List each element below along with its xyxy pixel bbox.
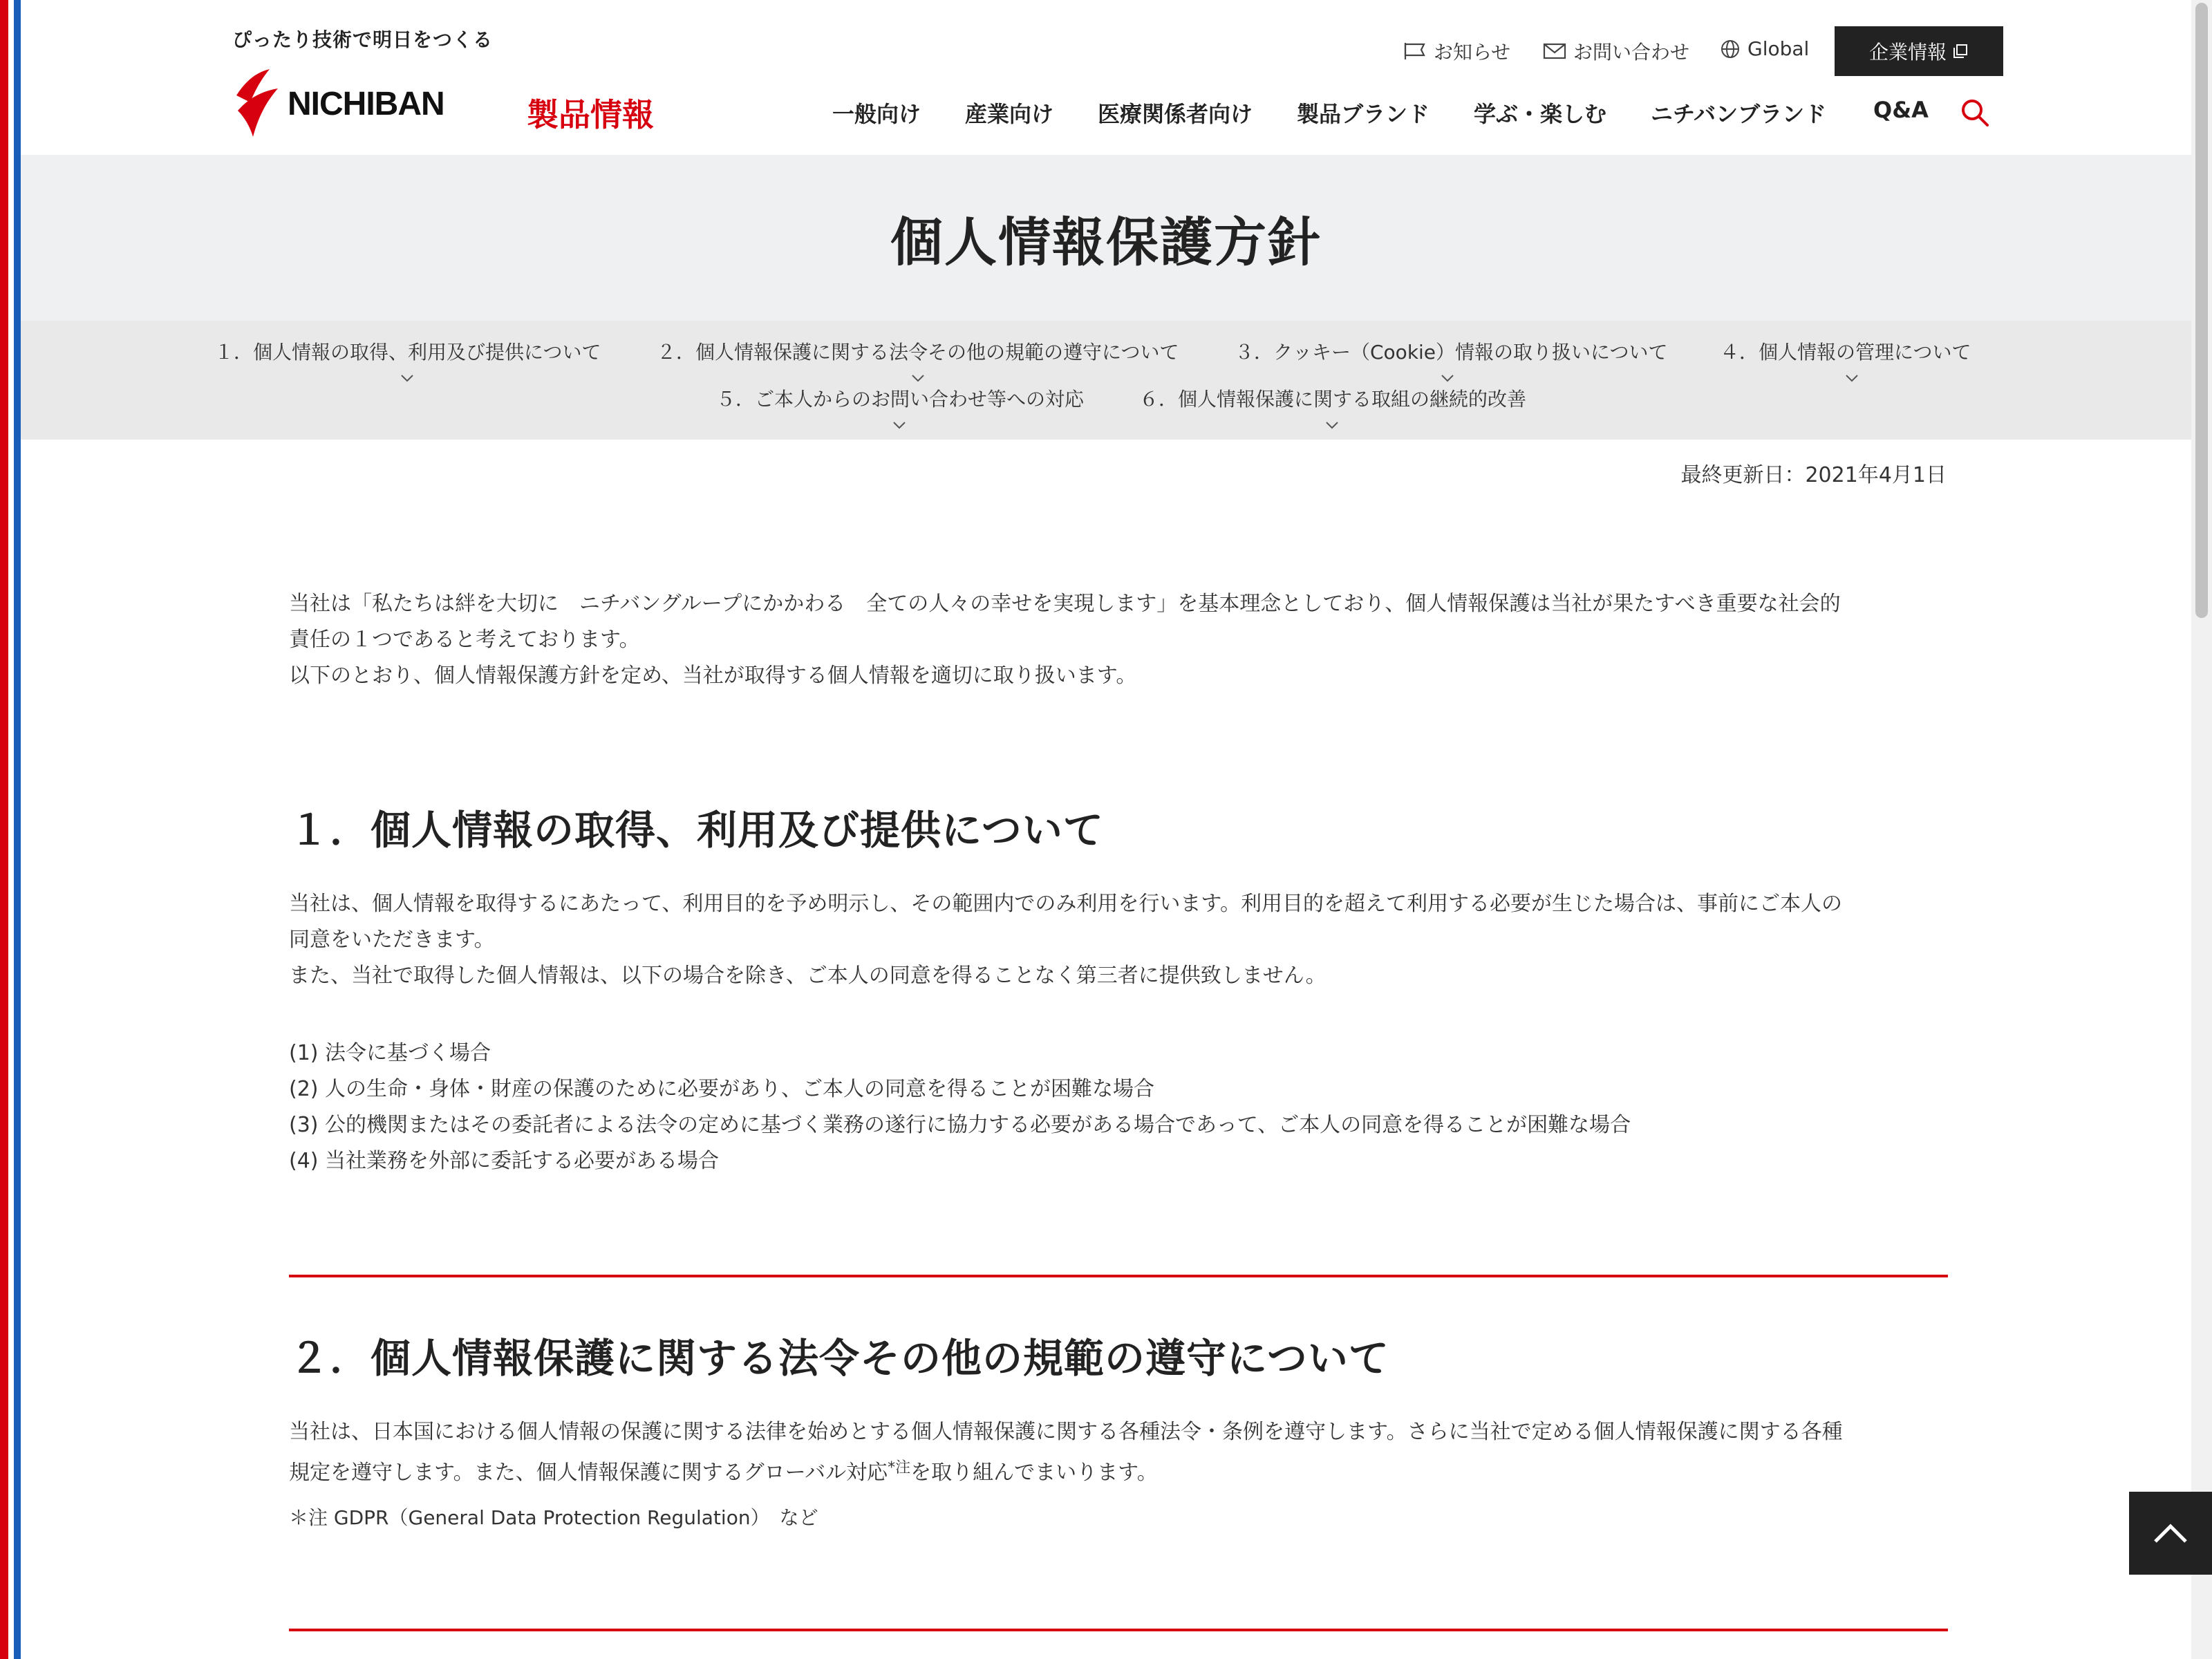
contact-label: お問い合わせ: [1573, 41, 1690, 64]
section-1-line: 同意をいただきます。: [289, 928, 495, 952]
nav-qa[interactable]: Q&A: [1873, 97, 1929, 123]
chevron-down-icon: [400, 371, 415, 386]
logo-text: NICHIBAN: [288, 85, 444, 122]
anchor-link-6[interactable]: [1139, 384, 1526, 412]
anchor-label: １．個人情報の取得、利用及び提供について: [214, 341, 601, 364]
news-link[interactable]: [1403, 37, 1510, 65]
list-item: (4) 当社業務を外部に委託する必要がある場合: [289, 1149, 720, 1173]
chevron-down-icon: [892, 418, 907, 433]
anchor-link-5[interactable]: [716, 384, 1084, 412]
list-item: (1) 法令に基づく場合: [289, 1041, 491, 1065]
intro-line: 当社は「私たちは絆を大切に ニチバングループにかかわる 全ての人々の幸せを実現します」を基本理念としており、個人情報保護は当社が果たすべき重要な社会的: [289, 592, 1841, 616]
section-2-text: を取り組んでまいります。: [910, 1461, 1158, 1485]
list-item: (2) 人の生命・身体・財産の保護のために必要があり、ご本人の同意を得ることが困難な場合: [289, 1077, 1155, 1101]
anchor-link-3[interactable]: [1235, 337, 1667, 365]
section-1-line: また、当社で取得した個人情報は、以下の場合を除き、ご本人の同意を得ることなく第三者に提供致しません。: [289, 964, 1327, 988]
section-2-text: 規定を遵守します。また、個人情報保護に関するグローバル対応: [289, 1461, 888, 1485]
section-1-line: 当社は、個人情報を取得するにあたって、利用目的を予め明示し、その範囲内でのみ利用を行います。利用目的を超えて利用する必要が生じた場合は、事前にご本人の: [289, 892, 1842, 916]
chevron-down-icon: [1844, 371, 1859, 386]
anchor-link-1[interactable]: [214, 337, 601, 365]
corporate-label: 企業情報: [1868, 41, 1947, 64]
nav-product-brands[interactable]: 製品ブランド: [1297, 101, 1430, 127]
anchor-label: ４．個人情報の管理について: [1720, 341, 1971, 364]
nav-general[interactable]: 一般向け: [832, 101, 921, 127]
section-2-line: [289, 1450, 1948, 1491]
intro-line: 責任の１つであると考えております。: [289, 628, 640, 652]
brand-tagline: ぴったり技術で明日をつくる: [232, 28, 494, 51]
search-icon[interactable]: [1960, 98, 1989, 130]
nav-learn-enjoy[interactable]: 学ぶ・楽しむ: [1474, 101, 1607, 127]
global-link[interactable]: [1720, 37, 1809, 60]
news-label: お知らせ: [1434, 41, 1511, 64]
footnote: ＊注 GDPR（General Data Protection Regulation） など: [289, 1506, 818, 1529]
nichiban-logo-mark-icon: [232, 68, 281, 140]
global-label: Global: [1747, 37, 1810, 60]
contact-link[interactable]: [1543, 37, 1689, 65]
flag-icon: [1403, 41, 1427, 61]
page-title: 個人情報保護方針: [890, 212, 1322, 273]
last-updated-date: 最終更新日：2021年4月1日: [1680, 463, 1947, 487]
anchor-label: ２．個人情報保護に関する法令その他の規範の遵守について: [657, 341, 1179, 364]
chevron-down-icon: [910, 371, 926, 386]
anchor-label: ５．ご本人からのお問い合わせ等への対応: [716, 388, 1085, 411]
mail-icon: [1543, 41, 1566, 61]
chevron-down-icon: [1440, 371, 1455, 386]
section-2-heading: ２．個人情報保護に関する法令その他の規範の遵守について: [289, 1335, 1389, 1382]
nav-industrial[interactable]: 産業向け: [965, 101, 1054, 127]
section-2-line: 当社は、日本国における個人情報の保護に関する法律を始めとする個人情報保護に関する各種法令・条例を遵守します。さらに当社で定める個人情報保護に関する各種: [289, 1420, 1843, 1444]
list-item: (3) 公的機関またはその委託者による法令の定めに基づく業務の遂行に協力する必要がある場合であって、ご本人の同意を得ることが困難な場合: [289, 1113, 1631, 1137]
section-divider: [289, 1629, 1948, 1631]
corporate-info-button[interactable]: [1835, 26, 2003, 76]
external-link-icon: [1952, 43, 1969, 59]
footnote-marker: *注: [888, 1459, 911, 1477]
chevron-down-icon: [1324, 418, 1340, 433]
anchor-label: ３．クッキー（Cookie）情報の取り扱いについて: [1235, 341, 1668, 364]
chevron-up-icon: [2151, 1521, 2190, 1546]
nav-nichiban-brand[interactable]: ニチバンブランド: [1651, 101, 1827, 127]
intro-text: [289, 586, 1948, 694]
section-divider: [289, 1275, 1948, 1277]
section-1-heading: １．個人情報の取得、利用及び提供について: [289, 807, 1104, 854]
section-2-body: [289, 1414, 1948, 1491]
intro-line: 以下のとおり、個人情報保護方針を定め、当社が取得する個人情報を適切に取り扱います。: [289, 664, 1137, 688]
anchor-label: ６．個人情報保護に関する取組の継続的改善: [1139, 388, 1527, 411]
back-to-top-button[interactable]: [2129, 1492, 2212, 1575]
nichiban-logo[interactable]: [232, 68, 444, 140]
anchor-link-2[interactable]: [657, 337, 1179, 365]
scrollbar-thumb[interactable]: [2195, 3, 2208, 618]
section-1-body: [289, 886, 1948, 994]
globe-icon: [1720, 39, 1741, 59]
section-label[interactable]: 製品情報: [527, 96, 654, 133]
anchor-link-4[interactable]: [1720, 337, 1971, 365]
nav-medical[interactable]: 医療関係者向け: [1098, 101, 1253, 127]
section-1-list: [289, 1035, 1948, 1179]
